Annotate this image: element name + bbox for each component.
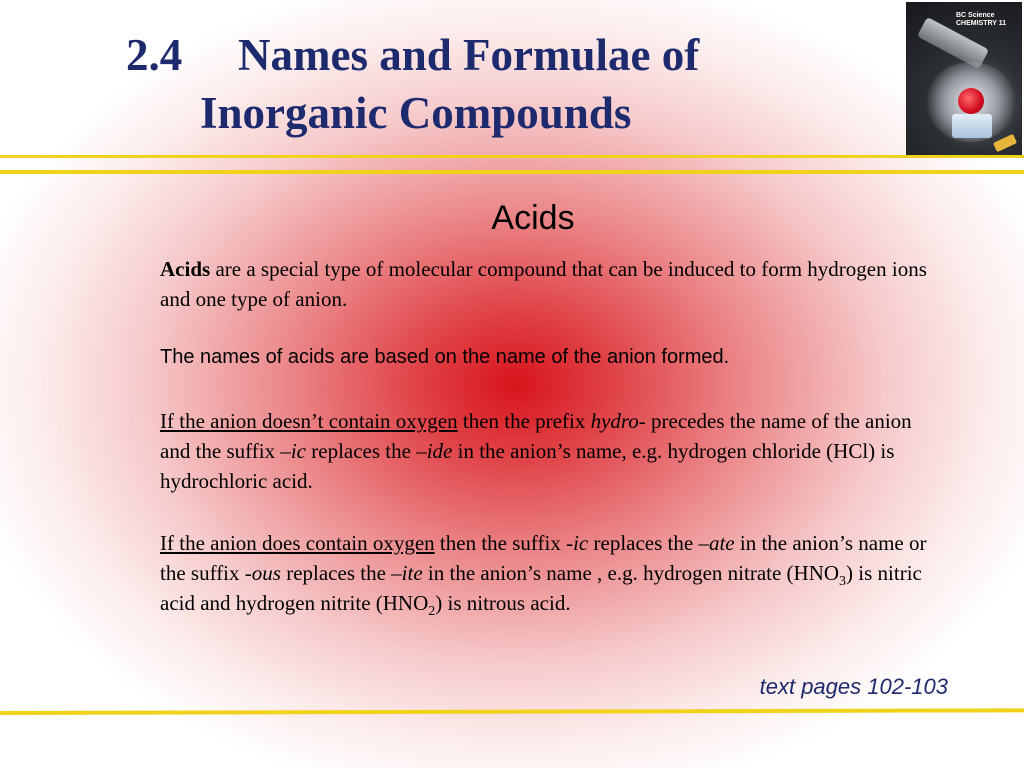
title-text-1: Names and Formulae of xyxy=(238,30,700,80)
suffix-ous: -ous xyxy=(244,561,281,585)
textbook-page-reference: text pages 102-103 xyxy=(759,674,948,699)
suffix-ic: -ic xyxy=(566,531,589,555)
no-oxygen-condition: If the anion doesn’t contain oxygen xyxy=(160,409,458,433)
acids-term: Acids xyxy=(160,257,211,281)
cover-ice-block-graphic xyxy=(952,114,992,138)
suffix-ic: –ic xyxy=(280,439,306,463)
subscript: 2 xyxy=(428,604,436,620)
rule-text: replaces the xyxy=(588,531,699,555)
naming-basis-paragraph: The names of acids are based on the name of the anion formed. xyxy=(160,346,730,368)
oxygen-rule-paragraph xyxy=(160,528,930,618)
cover-title-line-1: BC Science xyxy=(956,12,995,19)
rule-text: then the suffix xyxy=(434,531,567,555)
suffix-ite: –ite xyxy=(391,561,423,585)
suffix-ate: –ate xyxy=(698,531,735,555)
definition-text: are a special type of molecular compound that can be induced to form hydrogen ions and one type of anion. xyxy=(160,257,927,311)
rule-text: in the anion’s name or the suffix xyxy=(160,531,927,585)
section-number: 2.4 xyxy=(126,30,183,80)
rule-text: replaces the xyxy=(306,439,417,463)
cover-red-sphere-graphic xyxy=(958,88,984,114)
rule-text: ) is nitric acid and hydrogen nitrite (HNO xyxy=(160,561,922,615)
rule-text: in the anion’s name , e.g. hydrogen nitrate (HNO xyxy=(422,561,840,585)
title-line-2: Inorganic Compounds xyxy=(200,88,632,138)
rule-text: precedes the name of the anion and the suffix xyxy=(160,409,912,463)
title-divider-top xyxy=(0,155,1024,158)
rule-text: then the prefix xyxy=(457,409,591,433)
oxygen-condition: If the anion does contain oxygen xyxy=(160,531,435,555)
title-line-1 xyxy=(126,28,699,82)
textbook-cover-image xyxy=(906,2,1022,156)
no-oxygen-rule-paragraph xyxy=(160,406,930,496)
suffix-ide: –ide xyxy=(416,439,453,463)
prefix-hydro: hydro- xyxy=(590,409,646,433)
cover-title xyxy=(956,12,1006,28)
cover-sticker-graphic xyxy=(993,134,1017,152)
rule-text: ) is nitrous acid. xyxy=(435,591,571,615)
definition-paragraph xyxy=(160,254,930,314)
cover-title-line-2: CHEMISTRY 11 xyxy=(956,20,1007,27)
footer-divider xyxy=(0,708,1024,715)
title-divider-bottom xyxy=(0,170,1024,174)
subscript: 3 xyxy=(839,574,847,590)
rule-text: in the anion’s name, e.g. hydrogen chloride (HCl) is hydrochloric acid. xyxy=(160,439,895,493)
section-heading: Acids xyxy=(491,199,575,237)
rule-text: replaces the xyxy=(280,561,392,585)
